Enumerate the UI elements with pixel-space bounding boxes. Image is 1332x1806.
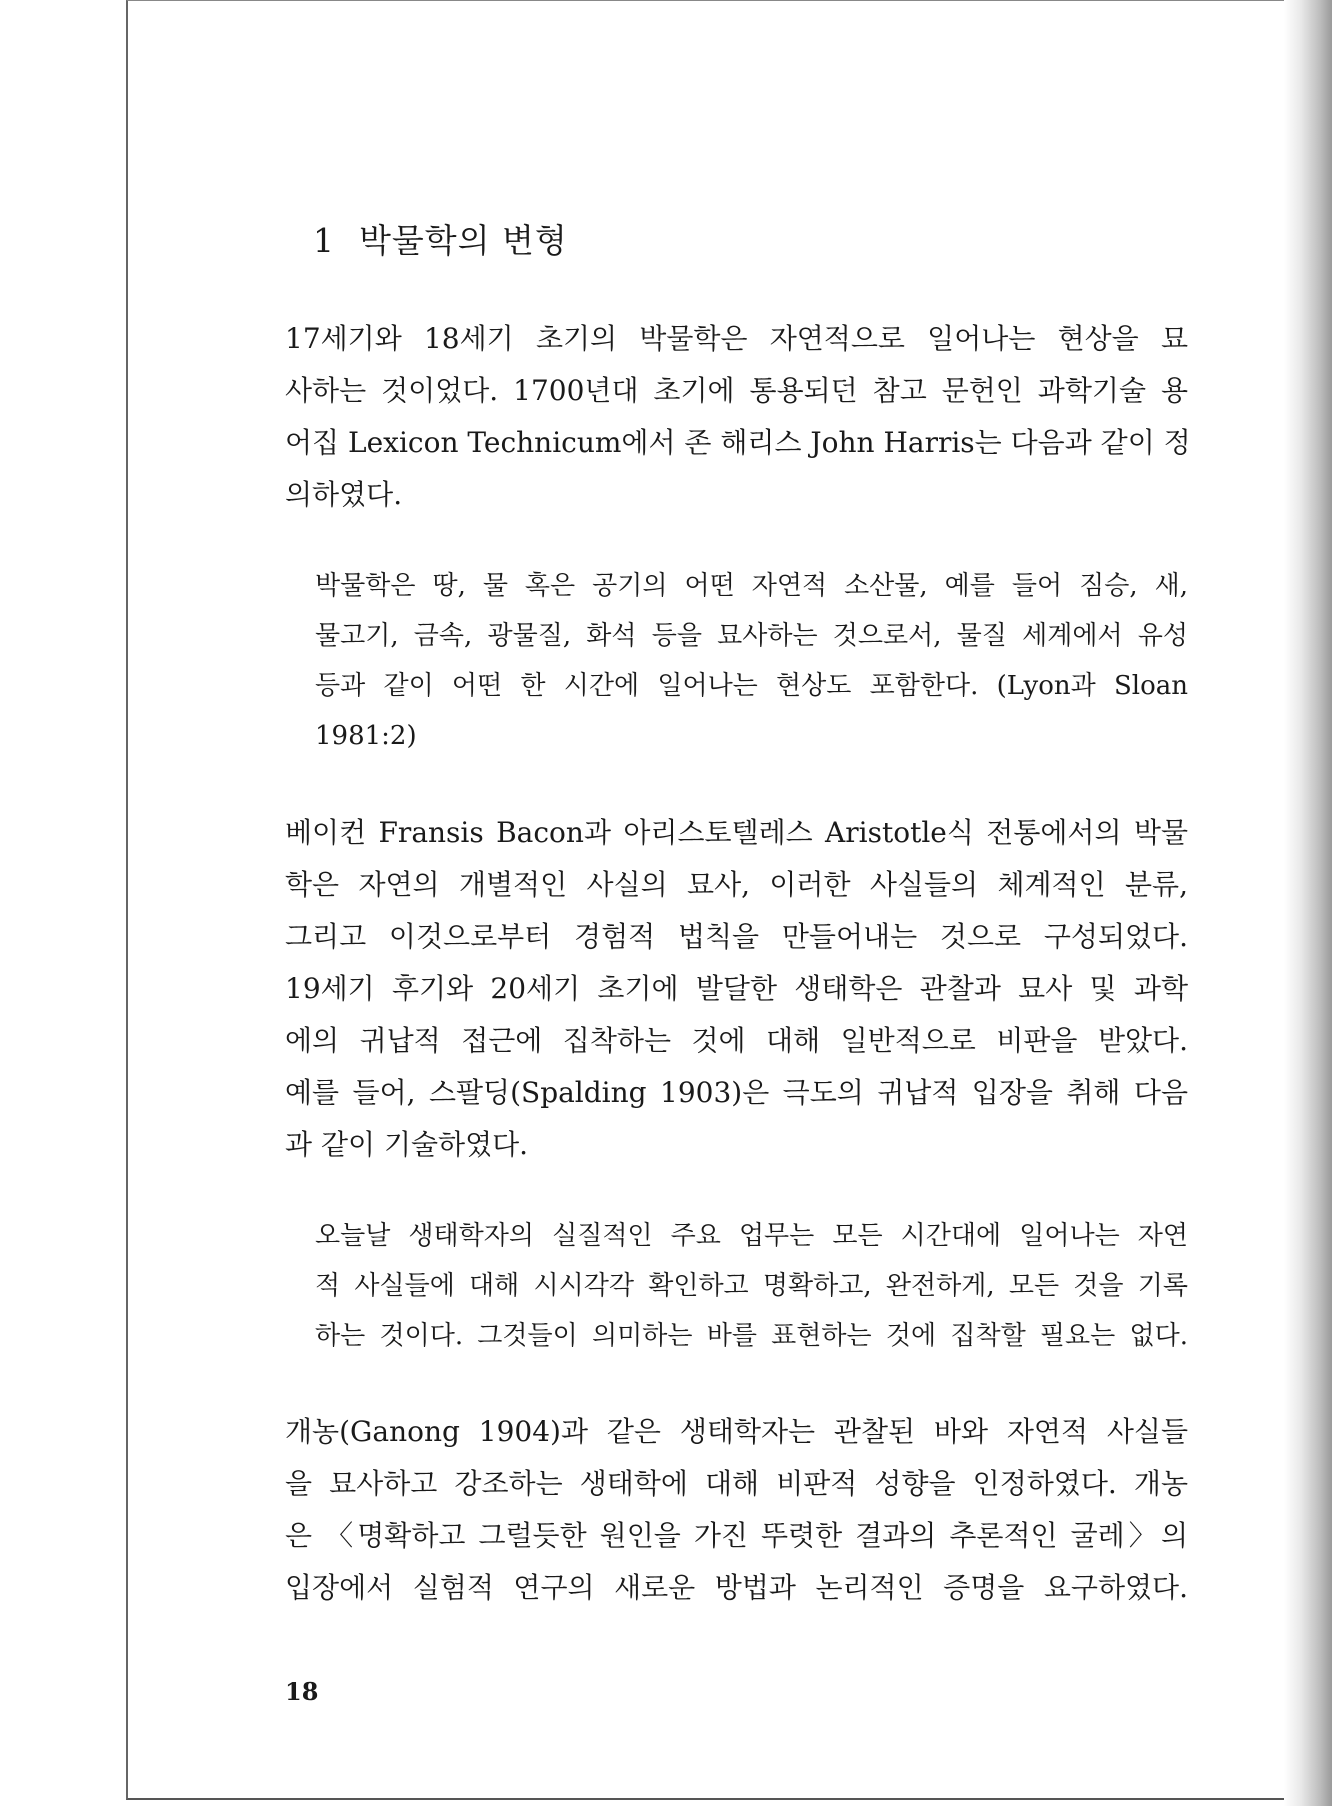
paragraph-line: 사하는 것이었다. 1700년대 초기에 통용되던 참고 문헌인 과학기술 용 <box>285 374 1188 407</box>
block-quote-1 <box>315 561 1188 761</box>
paragraph-line: 과 같이 기술하였다. <box>285 1128 529 1161</box>
paragraph-line: 예를 들어, 스팔딩(Spalding 1903)은 극도의 귀납적 입장을 취해 다음 <box>285 1076 1188 1109</box>
quote-line: 등과 같이 어떤 한 시간에 일어나는 현상도 포함한다. (Lyon과 Sloan <box>315 671 1188 701</box>
chapter-title: 박물학의 변형 <box>359 221 568 260</box>
chapter-number: 1 <box>313 221 335 260</box>
body-paragraph-3 <box>285 1406 1188 1614</box>
body-paragraph-1 <box>285 313 1191 521</box>
quote-line: 박물학은 땅, 물 혹은 공기의 어떤 자연적 소산물, 예를 들어 짐승, 새, <box>315 571 1188 601</box>
quote-line: 물고기, 금속, 광물질, 화석 등을 묘사하는 것으로서, 물질 세계에서 유성 <box>315 621 1188 651</box>
paragraph-line: 베이컨 Fransis Bacon과 아리스토텔레스 Aristotle식 전통에서의 박물 <box>285 816 1188 849</box>
chapter-heading <box>313 215 568 262</box>
paragraph-line: 어집 Lexicon Technicum에서 존 해리스 John Harris는 다음과 같이 정 <box>285 426 1191 459</box>
quote-line: 하는 것이다. 그것들이 의미하는 바를 표현하는 것에 집착할 필요는 없다. <box>315 1321 1188 1351</box>
paragraph-line: 입장에서 실험적 연구의 새로운 방법과 논리적인 증명을 요구하였다. <box>285 1571 1188 1604</box>
quote-line: 적 사실들에 대해 시시각각 확인하고 명확하고, 완전하게, 모든 것을 기록 <box>315 1271 1188 1301</box>
paragraph-line: 17세기와 18세기 초기의 박물학은 자연적으로 일어나는 현상을 묘 <box>285 322 1188 355</box>
left-margin <box>0 0 126 1806</box>
paragraph-line: 의하였다. <box>285 478 403 511</box>
paragraph-line: 에의 귀납적 접근에 집착하는 것에 대해 일반적으로 비판을 받았다. <box>285 1024 1188 1057</box>
paragraph-line: 을 묘사하고 강조하는 생태학에 대해 비판적 성향을 인정하였다. 개농 <box>285 1467 1188 1500</box>
paragraph-line: 개농(Ganong 1904)과 같은 생태학자는 관찰된 바와 자연적 사실들 <box>285 1415 1188 1448</box>
page-edge-shadow <box>1284 0 1332 1806</box>
quote-line: 오늘날 생태학자의 실질적인 주요 업무는 모든 시간대에 일어나는 자연 <box>315 1221 1188 1251</box>
page-number: 18 <box>285 1677 319 1706</box>
block-quote-2 <box>315 1211 1188 1361</box>
paragraph-line: 은 〈명확하고 그럴듯한 원인을 가진 뚜렷한 결과의 추론적인 굴레〉의 <box>285 1519 1188 1552</box>
paragraph-line: 19세기 후기와 20세기 초기에 발달한 생태학은 관찰과 묘사 및 과학 <box>285 972 1188 1005</box>
quote-line: 1981:2) <box>315 721 417 751</box>
paragraph-line: 그리고 이것으로부터 경험적 법칙을 만들어내는 것으로 구성되었다. <box>285 920 1188 953</box>
body-paragraph-2 <box>285 807 1188 1171</box>
paragraph-line: 학은 자연의 개별적인 사실의 묘사, 이러한 사실들의 체계적인 분류, <box>285 868 1188 901</box>
